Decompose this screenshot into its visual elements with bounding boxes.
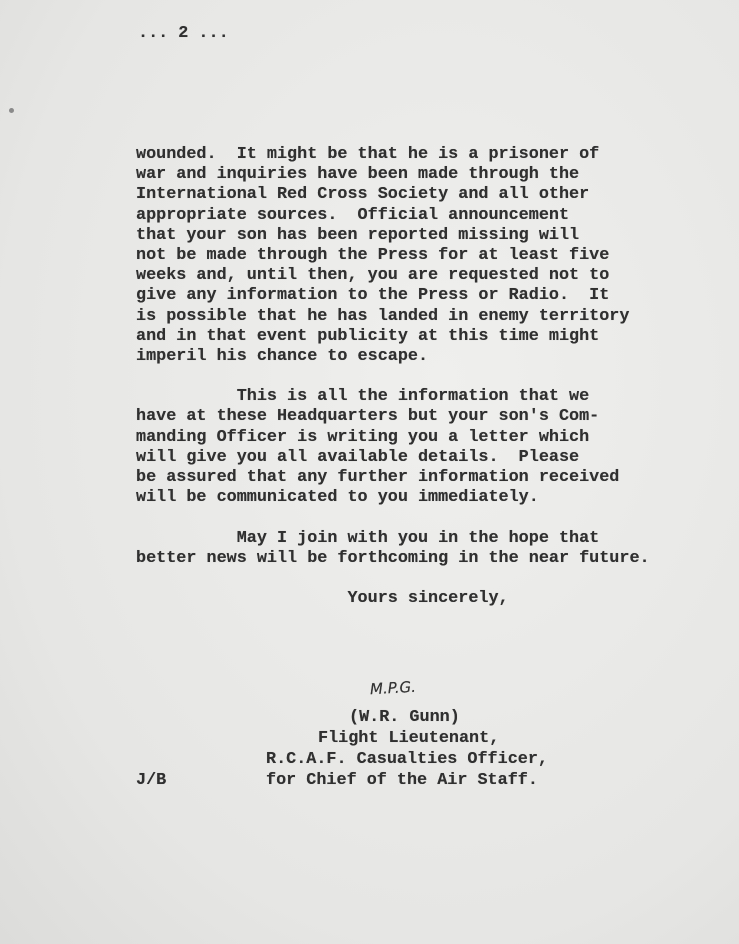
text-line: war and inquiries have been made through the: [136, 165, 580, 185]
text-line: [136, 367, 650, 387]
text-line: weeks and, until then, you are requested not to: [136, 266, 610, 286]
signatory-position: R.C.A.F. Casualties Officer,: [266, 750, 548, 769]
signature-block: [0, 708, 548, 849]
text-line: and in that event publicity at this time might: [136, 326, 600, 346]
text-line: will be communicated to you immediately.: [136, 488, 539, 508]
text-line: better news will be forthcoming in the near future.: [136, 548, 650, 568]
page-number-header: ... 2 ...: [138, 24, 229, 43]
typist-reference: J/B: [136, 771, 167, 790]
text-line: not be made through the Press for at least five: [136, 245, 610, 265]
handwritten-initials: M.P.G.: [369, 677, 417, 699]
text-line: appropriate sources. Official announcement: [136, 205, 570, 225]
text-line: May I join with you in the hope that: [136, 528, 600, 548]
text-line: [136, 569, 650, 589]
text-line: give any information to the Press or Radio. It: [136, 286, 610, 306]
text-line: International Red Cross Society and all other: [136, 185, 590, 205]
signatory-name: (W.R. Gunn): [349, 708, 460, 727]
letter-body: [136, 145, 650, 609]
text-line: wounded. It might be that he is a prisoner of: [136, 145, 600, 164]
text-line: have at these Headquarters but your son's Com-: [136, 407, 600, 427]
punch-mark: [9, 108, 14, 113]
text-line: manding Officer is writing you a letter which: [136, 427, 590, 447]
text-line: will give you all available details. Please: [136, 447, 580, 467]
text-line: that your son has been reported missing will: [136, 225, 580, 245]
text-line: is possible that he has landed in enemy territory: [136, 306, 630, 326]
signatory-for: for Chief of the Air Staff.: [266, 771, 538, 790]
text-line: This is all the information that we: [136, 387, 590, 407]
text-line: imperil his chance to escape.: [136, 346, 429, 366]
text-line: Yours sincerely,: [136, 589, 509, 609]
text-line: be assured that any further information received: [136, 468, 620, 487]
text-line: [136, 508, 650, 528]
signatory-rank: Flight Lieutenant,: [318, 729, 500, 748]
